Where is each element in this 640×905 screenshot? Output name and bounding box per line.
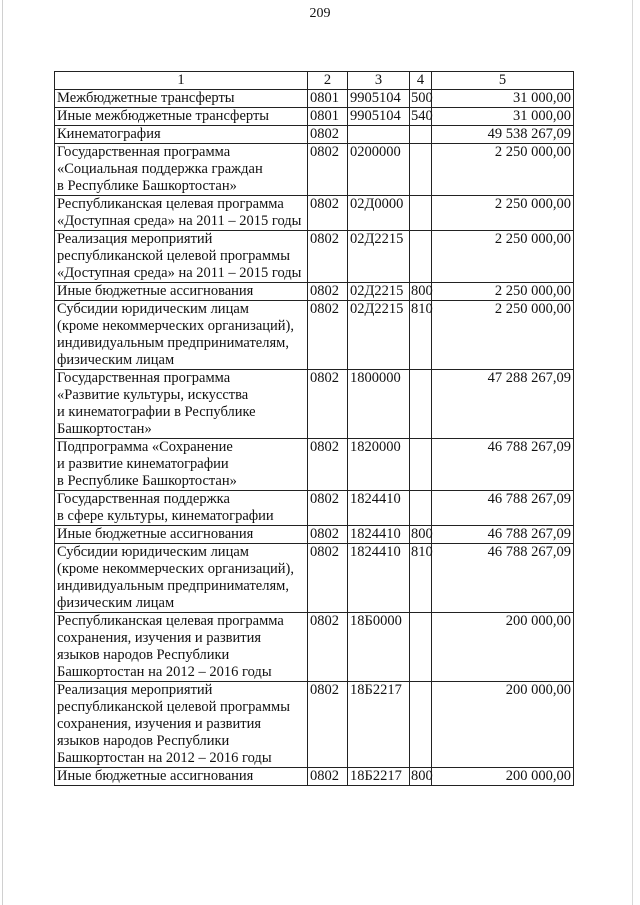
row-name-cell: Иные бюджетные ассигнования [55,526,308,544]
row-amount-cell: 2 250 000,00 [432,283,574,301]
row-type-cell: 810 [410,544,432,613]
row-type-cell: 800 [411,768,433,784]
header-row [55,72,574,90]
scan-left-edge [2,0,3,905]
row-code-cell: 18Б0000 [348,613,410,682]
row-amount-cell: 2 250 000,00 [432,301,574,370]
row-type-cell: 500 [411,90,433,106]
row-type-cell [410,682,432,768]
table-row [55,526,574,544]
row-type-cell [410,613,432,682]
row-section-cell: 0802 [308,370,348,439]
row-section-cell: 0802 [308,231,348,283]
row-code-cell: 1800000 [348,370,410,439]
row-amount-cell: 46 788 267,09 [432,544,574,613]
row-name-cell: Иные бюджетные ассигнования [55,283,308,301]
row-section-cell: 0802 [308,682,348,768]
row-section-cell: 0802 [308,526,348,544]
header-col-3: 3 [348,72,410,90]
row-amount-cell: 49 538 267,09 [432,126,574,144]
row-type-cell [410,439,432,491]
table-body [55,90,574,786]
row-amount-cell: 2 250 000,00 [432,196,574,231]
row-code-cell: 02Д2215 [348,301,410,370]
row-amount-cell: 2 250 000,00 [432,231,574,283]
table-row [55,301,574,370]
header-col-2: 2 [308,72,348,90]
row-section-cell: 0802 [308,439,348,491]
row-amount-cell: 47 288 267,09 [432,370,574,439]
row-code-cell: 02Д2215 [348,231,410,283]
row-name-cell: Иные бюджетные ассигнования [55,768,308,786]
row-name-cell: Межбюджетные трансферты [55,90,308,108]
row-section-cell: 0802 [308,768,348,786]
row-type-cell: 800 [411,526,433,542]
row-section-cell: 0802 [308,196,348,231]
table-row [55,126,574,144]
row-section-cell: 0802 [308,301,348,370]
row-type-cell: 800 [411,283,433,299]
header-col-4: 4 [410,72,432,90]
row-name-cell: Иные межбюджетные трансферты [55,108,308,126]
table-row [55,108,574,126]
row-section-cell: 0802 [308,613,348,682]
row-amount-cell: 46 788 267,09 [432,526,574,544]
table-row [55,231,574,283]
row-name-cell: Государственная поддержка в сфере культуры, кинематографии [55,491,308,526]
row-code-cell: 02Д0000 [348,196,410,231]
row-code-cell: 1824410 [348,491,410,526]
row-section-cell: 0801 [308,90,348,108]
row-code-cell: 0200000 [348,144,410,196]
row-code-cell: 1820000 [348,439,410,491]
row-amount-cell: 31 000,00 [432,90,574,108]
row-type-cell [410,491,432,526]
row-name-cell: Реализация мероприятий республиканской целевой программы «Доступная среда» на 2011 – 2015 годы [55,231,308,283]
table-row [55,613,574,682]
row-code-cell: 9905104 [348,90,410,108]
row-amount-cell: 200 000,00 [432,768,574,786]
table-row [55,768,574,786]
table-row [55,491,574,526]
row-section-cell: 0802 [308,283,348,301]
row-type-cell [410,370,432,439]
row-section-cell: 0802 [308,144,348,196]
table-row [55,439,574,491]
row-code-cell [348,126,410,144]
row-code-cell: 1824410 [348,544,410,613]
row-section-cell: 0802 [308,544,348,613]
scan-right-edge [632,0,633,905]
row-name-cell: Государственная программа «Развитие культуры, искусства и кинематографии в Республике Башкортостан» [55,370,308,439]
row-name-cell: Кинематография [55,126,308,144]
header-col-5: 5 [432,72,574,90]
row-name-cell: Субсидии юридическим лицам (кроме некоммерческих организаций), индивидуальным предпринимателям, физическим лицам [55,301,308,370]
row-code-cell: 18Б2217 [348,682,410,768]
table-row [55,90,574,108]
row-amount-cell: 200 000,00 [432,682,574,768]
table-row [55,196,574,231]
row-type-cell: 810 [410,301,432,370]
table-row [55,144,574,196]
row-amount-cell: 46 788 267,09 [432,491,574,526]
table-row [55,682,574,768]
row-amount-cell: 31 000,00 [432,108,574,126]
row-name-cell: Субсидии юридическим лицам (кроме некоммерческих организаций), индивидуальным предпринимателям, физическим лицам [55,544,308,613]
table-row [55,370,574,439]
row-name-cell: Республиканская целевая программа сохранения, изучения и развития языков народов Республики Башкортостан на 2012 – 2016 годы [55,613,308,682]
row-type-cell: 540 [411,108,433,124]
row-name-cell: Реализация мероприятий республиканской целевой программы сохранения, изучения и развития языков народов Республики Башкортостан на 2012 – 2016 годы [55,682,308,768]
row-section-cell: 0802 [308,491,348,526]
row-code-cell: 18Б2217 [348,768,410,786]
budget-table [54,71,574,786]
table-row [55,544,574,613]
page-number: 209 [309,6,331,21]
row-name-cell: Подпрограмма «Сохранение и развитие кинематографии в Республике Башкортостан» [55,439,308,491]
table-header [55,72,574,90]
row-code-cell: 9905104 [348,108,410,126]
row-amount-cell: 2 250 000,00 [432,144,574,196]
row-name-cell: Республиканская целевая программа «Доступная среда» на 2011 – 2015 годы [55,196,308,231]
row-name-cell: Государственная программа «Социальная поддержка граждан в Республике Башкортостан» [55,144,308,196]
row-section-cell: 0802 [308,126,348,144]
row-type-cell [410,144,432,196]
row-code-cell: 02Д2215 [348,283,410,301]
row-amount-cell: 46 788 267,09 [432,439,574,491]
row-type-cell [410,196,432,231]
header-col-1: 1 [55,72,308,90]
row-section-cell: 0801 [308,108,348,126]
row-type-cell [410,231,432,283]
table-row [55,283,574,301]
row-type-cell [410,126,432,144]
row-code-cell: 1824410 [348,526,410,544]
row-amount-cell: 200 000,00 [432,613,574,682]
